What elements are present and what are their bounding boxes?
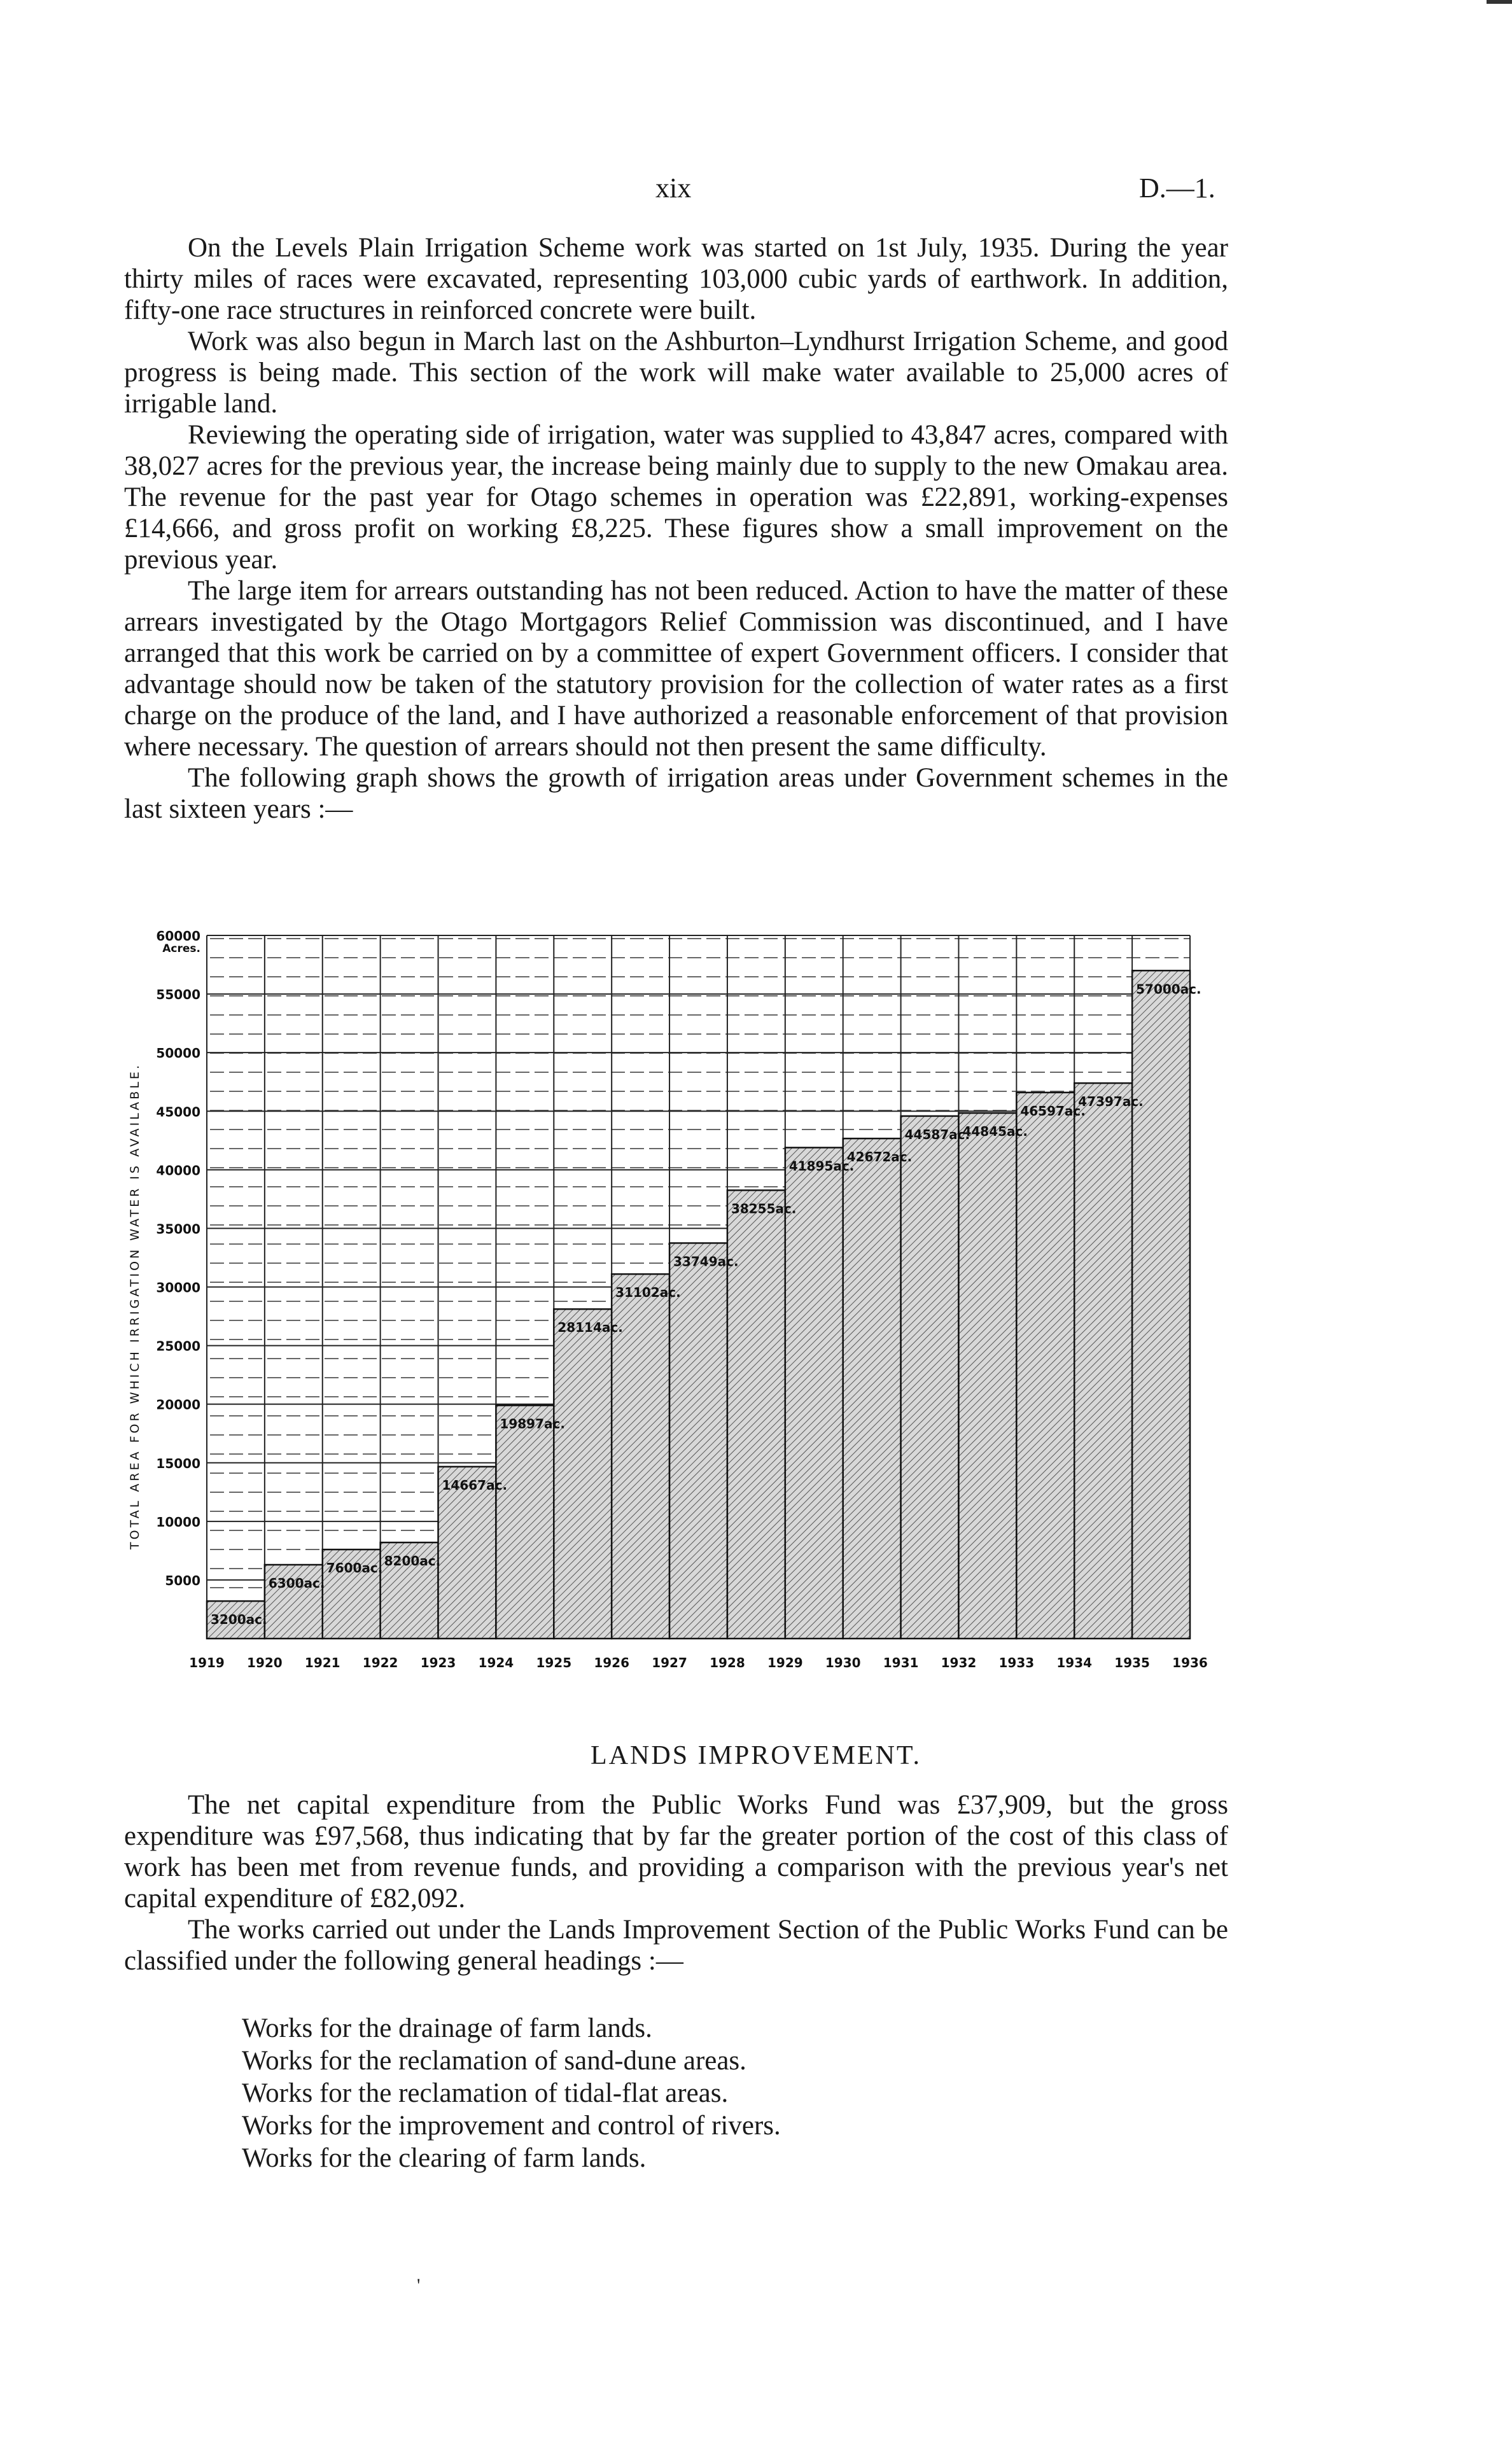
chart-data-label: 8200ac. [384, 1553, 441, 1569]
irrigation-text [124, 232, 1228, 825]
chart-bar [1132, 970, 1190, 1639]
chart-y-tick-label: 35000 [156, 1221, 200, 1237]
list-item: Works for the reclamation of sand-dune areas. [242, 2046, 746, 2076]
chart-data-label: 41895ac. [788, 1158, 855, 1174]
chart-x-tick-label: 1936 [1172, 1655, 1208, 1670]
chart-x-tick-label: 1935 [1114, 1655, 1150, 1670]
chart-x-tick-label: 1921 [304, 1655, 340, 1670]
chart-y-tick-label: 40000 [156, 1163, 200, 1179]
chart-x-tick-label: 1919 [189, 1655, 225, 1670]
chart-x-tick-label: 1934 [1056, 1655, 1093, 1670]
chart-data-label: 6300ac. [268, 1575, 325, 1591]
chart-bar [496, 1406, 554, 1639]
chart-bar [669, 1243, 727, 1639]
list-item: Works for the improvement and control of rivers. [242, 2111, 781, 2141]
chart-data-label: 33749ac. [673, 1254, 739, 1269]
paragraph: Work was also begun in March last on the Ashburton–Lyndhurst Irrigation Scheme, and good progress is being made. This section of the work will make water available to 25,000 acres of irrigable land. [124, 326, 1228, 419]
list-item: Works for the reclamation of tidal-flat areas. [242, 2078, 729, 2108]
paragraph: The works carried out under the Lands Improvement Section of the Public Works Fund can be classified under the following general headings :— [124, 1915, 1228, 1976]
chart-x-tick-label: 1931 [883, 1655, 919, 1670]
chart-x-tick-label: 1924 [478, 1655, 514, 1670]
chart-data-label: 31102ac. [615, 1285, 681, 1301]
chart-y-tick-label: 55000 [156, 987, 200, 1003]
chart-x-tick-label: 1933 [998, 1655, 1035, 1670]
chart-x-tick-label: 1928 [710, 1655, 745, 1670]
chart-data-label: 38255ac. [731, 1201, 797, 1217]
chart-y-tick-label: 25000 [156, 1338, 200, 1354]
chart-x-tick-label: 1925 [536, 1655, 572, 1670]
paragraph: Reviewing the operating side of irrigation, water was supplied to 43,847 acres, compared with 38,027 acres for the previous year, the increase being mainly due to supply to the new Omakau area. The revenue for the past year for Otago schemes in operation was £22,891, working-expenses £14,666, and gross profit on working £8,225. These figures show a small improvement on the previous year. [124, 420, 1228, 575]
chart-data-label: 57000ac. [1136, 981, 1201, 997]
chart-x-tick-label: 1922 [362, 1655, 398, 1670]
chart-data-label: 3200ac. [211, 1612, 267, 1628]
chart-data-label: 44587ac. [904, 1126, 970, 1142]
corner-mark [1487, 0, 1512, 4]
chart-data-label: 46597ac. [1020, 1103, 1086, 1119]
report-code: D.—1. [1139, 172, 1215, 204]
chart-y-tick-label: 45000 [156, 1104, 200, 1120]
chart-x-tick-label: 1920 [247, 1655, 283, 1670]
chart-data-label: 19897ac. [500, 1416, 565, 1432]
section-title: LANDS IMPROVEMENT. [591, 1741, 921, 1770]
chart-bar [1016, 1093, 1074, 1639]
chart-data-label: 47397ac. [1078, 1094, 1144, 1110]
chart-data-label: 14667ac. [442, 1477, 508, 1493]
lands-text [124, 1789, 1228, 1976]
chart-data-label: 7600ac. [326, 1560, 383, 1576]
paragraph: The net capital expenditure from the Public Works Fund was £37,909, but the gross expenditure was £97,568, thus indicating that by far the greater portion of the cost of this class of work has been met from revenue funds, and providing a comparison with the previous year's net capital expenditure of £82,092. [124, 1790, 1228, 1913]
chart-y-tick-label: 30000 [156, 1280, 200, 1296]
chart-data-label: 28114ac. [557, 1320, 623, 1336]
chart-x-tick-label: 1927 [652, 1655, 687, 1670]
chart-bar [1074, 1083, 1132, 1639]
list-item: Works for the drainage of farm lands. [242, 2013, 652, 2043]
paragraph: On the Levels Plain Irrigation Scheme work was started on 1st July, 1935. During the year thirty miles of races were excavated, representing 103,000 cubic yards of earthwork. In addition, fifty-one race structures in reinforced concrete were built. [124, 233, 1228, 325]
paragraph: The following graph shows the growth of irrigation areas under Government schemes in the last sixteen years :— [124, 763, 1228, 824]
chart-y-tick-label: 15000 [156, 1455, 200, 1471]
headings-list [242, 2012, 781, 2174]
chart-bar [785, 1147, 843, 1639]
chart-bar [958, 1113, 1016, 1639]
chart-bar [843, 1138, 901, 1639]
list-item: Works for the clearing of farm lands. [242, 2143, 647, 2173]
chart-y-tick-label: 50000 [156, 1046, 200, 1061]
chart-bar [901, 1116, 959, 1639]
stray-mark: ' [417, 2275, 421, 2296]
chart-x-tick-label: 1923 [420, 1655, 456, 1670]
page-number: xix [655, 172, 692, 204]
chart-x-tick-label: 1932 [941, 1655, 977, 1670]
chart-y-unit-label: Acres. [162, 942, 200, 955]
chart-y-tick-label: 20000 [156, 1397, 200, 1413]
chart-x-tick-label: 1929 [767, 1655, 803, 1670]
irrigation-chart-svg [0, 910, 1512, 1705]
irrigation-chart [0, 910, 1512, 1705]
paragraph: The large item for arrears outstanding has not been reduced. Action to have the matter of these arrears investigated by the Otago Mortgagors Relief Commission was discontinued, and I have arranged that this work be carried on by a committee of expert Government officers. I consider that advantage should now be taken of the statutory provision for the collection of water rates as a first charge on the produce of the land, and I have authorized a reasonable enforcement of that provision where necessary. The question of arrears should not then present the same difficulty. [124, 576, 1228, 762]
chart-y-tick-label: 60000 [156, 928, 200, 944]
chart-y-tick-label: 5000 [165, 1572, 200, 1588]
chart-bar [554, 1309, 612, 1639]
chart-data-label: 44845ac. [962, 1124, 1028, 1140]
chart-y-tick-label: 10000 [156, 1514, 200, 1530]
chart-data-label: 42672ac. [846, 1149, 913, 1165]
chart-x-tick-label: 1930 [825, 1655, 861, 1670]
chart-y-axis-title: TOTAL AREA FOR WHICH IRRIGATION WATER IS AVAILABLE. [128, 1063, 142, 1549]
page-header [0, 172, 1512, 216]
chart-x-tick-label: 1926 [594, 1655, 630, 1670]
